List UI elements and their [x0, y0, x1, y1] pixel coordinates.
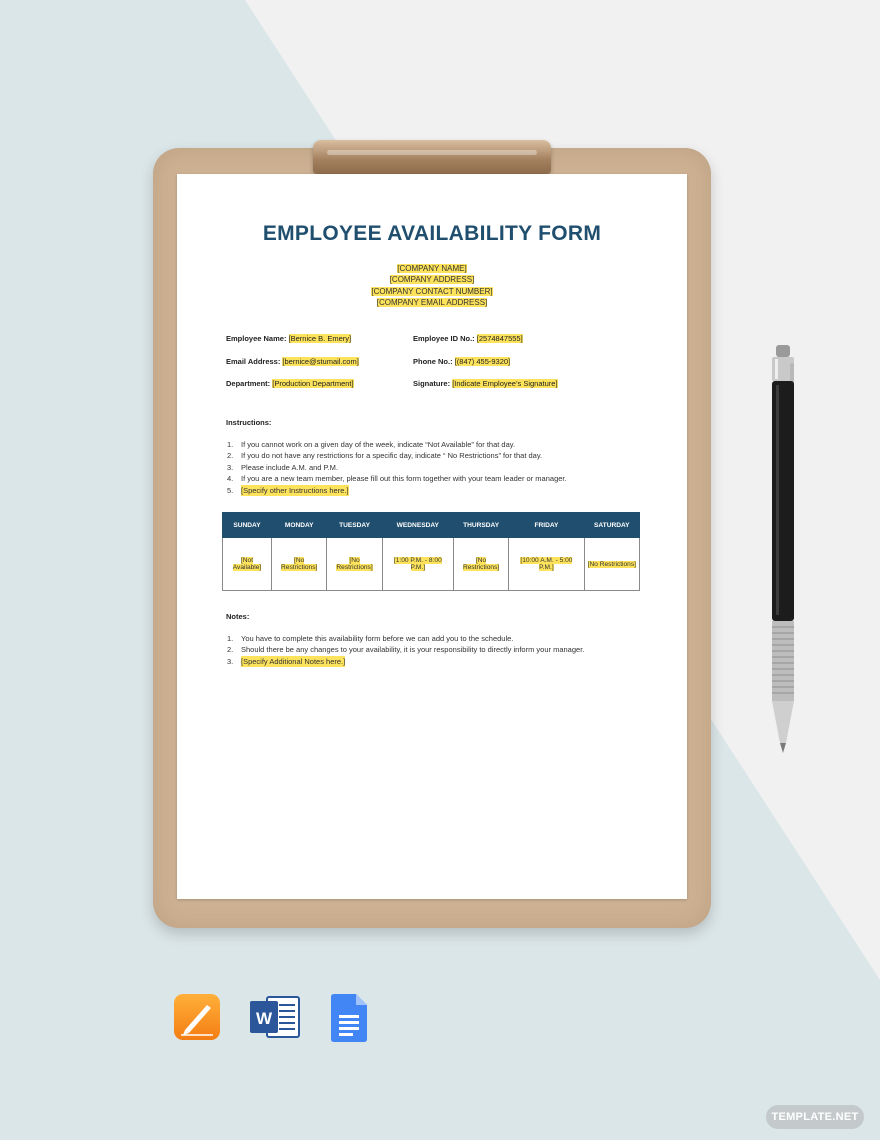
form-paper: [177, 174, 687, 899]
notes-title: Notes:: [226, 612, 250, 621]
phone-field: [413, 357, 510, 366]
pen: [768, 345, 798, 755]
notes-list: [227, 633, 584, 667]
department-field: [226, 379, 354, 388]
phone-value: [(847) 455-9320]: [454, 357, 511, 366]
watermark-badge: TEMPLATE.NET: [766, 1105, 864, 1129]
instructions-title: Instructions:: [226, 418, 272, 427]
cell-wednesday: [1:00 P.M. - 8:00 P.M.]: [382, 538, 453, 591]
header-wednesday: WEDNESDAY: [382, 513, 453, 538]
list-item: 3. [Specify Additional Notes here.]: [227, 656, 346, 666]
cell-thursday: [No Restrictions]: [453, 538, 508, 591]
header-monday: MONDAY: [272, 513, 327, 538]
cell-sunday: [Not Available]: [223, 538, 272, 591]
list-item: 4. If you are a new team member, please fill out this form together with your team leader or manager.: [227, 474, 567, 484]
company-contact-number: [COMPANY CONTACT NUMBER]: [371, 286, 493, 296]
header-saturday: SATURDAY: [584, 513, 639, 538]
form-title: EMPLOYEE AVAILABILITY FORM: [262, 222, 602, 245]
list-item: 5. [Specify other Instructions here.]: [227, 485, 349, 495]
employee-id-field: [413, 334, 523, 343]
employee-name-label: Employee Name:: [226, 334, 287, 343]
instructions-list: [227, 439, 567, 496]
email-field: [226, 357, 359, 366]
cell-monday: [No Restrictions]: [272, 538, 327, 591]
employee-name-field: [226, 334, 351, 343]
svg-text:W: W: [255, 1009, 273, 1028]
pages-icon: [173, 993, 221, 1041]
cell-tuesday: [No Restrictions]: [327, 538, 382, 591]
list-item: 2. Should there be any changes to your availability, it is your responsibility to directly inform your manager.: [227, 645, 585, 655]
department-value: [Production Department]: [272, 379, 354, 388]
email-label: Email Address:: [226, 357, 281, 366]
table-header-row: [223, 513, 640, 538]
header-tuesday: TUESDAY: [327, 513, 382, 538]
list-item: 1. You have to complete this availability form before we can add you to the schedule.: [227, 634, 514, 643]
cell-saturday: [No Restrictions]: [584, 538, 639, 591]
list-item: 2. If you do not have any restrictions for a specific day, indicate “ No Restrictions” for that day.: [227, 451, 543, 461]
employee-id-label: Employee ID No.:: [413, 334, 475, 343]
cell-friday: [10:00 A.M. - 5:00 P.M.]: [509, 538, 584, 591]
header-sunday: SUNDAY: [223, 513, 272, 538]
list-item: 3. Please include A.M. and P.M.: [227, 462, 339, 472]
employee-id-value: [2574847555]: [476, 334, 523, 343]
department-label: Department:: [226, 379, 271, 388]
header-friday: FRIDAY: [509, 513, 584, 538]
phone-label: Phone No.:: [413, 357, 453, 366]
availability-table: [222, 512, 640, 591]
company-info: [177, 263, 687, 308]
list-item: 1. If you cannot work on a given day of the week, indicate “Not Available” for that day.: [227, 440, 516, 449]
google-docs-icon: [329, 993, 369, 1043]
signature-value: [Indicate Employee’s Signature]: [452, 379, 558, 388]
clipboard-clip: [313, 140, 551, 174]
signature-field: [413, 379, 558, 388]
company-email-address: [COMPANY EMAIL ADDRESS]: [376, 297, 488, 307]
company-address: [COMPANY ADDRESS]: [389, 275, 475, 285]
signature-label: Signature:: [413, 379, 451, 388]
table-row: [223, 538, 640, 591]
employee-name-value: [Bernice B. Emery]: [288, 334, 352, 343]
company-name: [COMPANY NAME]: [397, 264, 467, 273]
word-icon: [249, 993, 301, 1041]
header-thursday: THURSDAY: [453, 513, 508, 538]
email-value: [bernice@stumail.com]: [282, 357, 359, 366]
